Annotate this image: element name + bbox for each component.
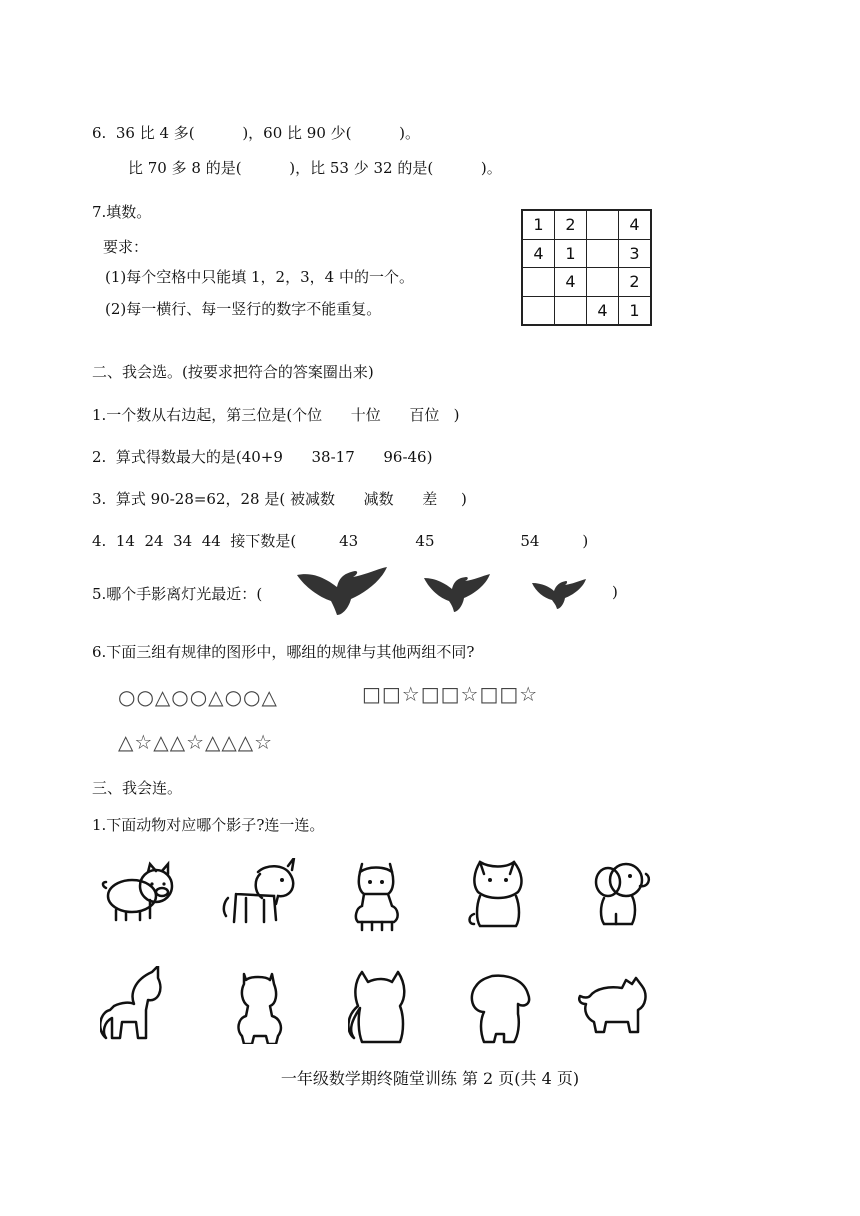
bird-shadow-small-icon[interactable]: [530, 577, 588, 611]
grid-cell[interactable]: [523, 296, 555, 325]
pig-icon[interactable]: [100, 860, 180, 924]
unicorn-icon[interactable]: [218, 858, 302, 928]
elephant-icon[interactable]: [586, 858, 654, 928]
bird-shadow-large-icon[interactable]: [295, 565, 389, 617]
number-grid: [521, 209, 652, 326]
bird-shadow-medium-icon[interactable]: [422, 572, 492, 614]
grid-cell[interactable]: [587, 268, 619, 297]
grid-cell[interactable]: 1: [619, 296, 651, 325]
page-footer: 一年级数学期终随堂训练 第 2 页(共 4 页): [280, 1069, 580, 1088]
alpaca-icon[interactable]: [348, 860, 406, 932]
grid-cell[interactable]: [555, 296, 587, 325]
grid-cell[interactable]: 2: [619, 268, 651, 297]
q7-title: 7.填数。: [92, 203, 152, 221]
q6-line2: 比 70 多 8 的是( )，比 53 少 32 的是( )。: [128, 159, 502, 177]
pattern-group-1[interactable]: ○○△○○△○○△: [118, 685, 278, 709]
grid-cell[interactable]: 4: [555, 268, 587, 297]
q6-line1: 6. 36 比 4 多( )，60 比 90 少( )。: [92, 124, 421, 142]
q7-rule-1: (1)每个空格中只能填 1，2，3，4 中的一个。: [105, 268, 414, 286]
matching-question-1: 1.下面动物对应哪个影子?连一连。: [92, 816, 325, 834]
cat-icon[interactable]: [466, 858, 530, 930]
choice-question-5: 5.哪个手影离灯光最近：(: [92, 585, 263, 603]
grid-cell[interactable]: 4: [619, 211, 651, 240]
grid-cell[interactable]: 1: [555, 239, 587, 268]
grid-cell[interactable]: 3: [619, 239, 651, 268]
choice-question-1[interactable]: 1.一个数从右边起，第三位是(个位 十位 百位 ): [92, 406, 460, 424]
choice-question-4[interactable]: 4. 14 24 34 44 接下数是( 43 45 54 ): [92, 532, 589, 550]
grid-cell[interactable]: [523, 268, 555, 297]
unicorn-shadow-icon[interactable]: [100, 966, 164, 1042]
pattern-group-2[interactable]: □□☆□□☆□□☆: [362, 682, 539, 706]
grid-cell[interactable]: 2: [555, 211, 587, 240]
grid-cell[interactable]: [587, 211, 619, 240]
section-2-title: 二、我会选。(按要求把符合的答案圈出来): [92, 363, 374, 381]
cat-shadow-icon[interactable]: [348, 970, 412, 1044]
elephant-shadow-icon[interactable]: [468, 974, 534, 1044]
choice-question-6: 6.下面三组有规律的图形中，哪组的规律与其他两组不同?: [92, 643, 475, 661]
q7-rule-2: (2)每一横行、每一竖行的数字不能重复。: [105, 300, 382, 318]
grid-cell[interactable]: 4: [523, 239, 555, 268]
section-3-title: 三、我会连。: [92, 779, 183, 797]
choice-question-3[interactable]: 3. 算式 90-28=62，28 是( 被减数 减数 差 ): [92, 490, 467, 508]
pattern-group-3[interactable]: △☆△△☆△△△☆: [118, 730, 274, 754]
q7-requirement-label: 要求：: [103, 238, 149, 256]
grid-cell[interactable]: 1: [523, 211, 555, 240]
choice-question-2[interactable]: 2. 算式得数最大的是(40+9 38-17 96-46): [92, 448, 433, 466]
alpaca-shadow-icon[interactable]: [232, 972, 288, 1044]
grid-cell[interactable]: [587, 239, 619, 268]
grid-cell[interactable]: 4: [587, 296, 619, 325]
pig-shadow-icon[interactable]: [576, 976, 650, 1036]
choice-question-5-close: ): [612, 583, 618, 601]
